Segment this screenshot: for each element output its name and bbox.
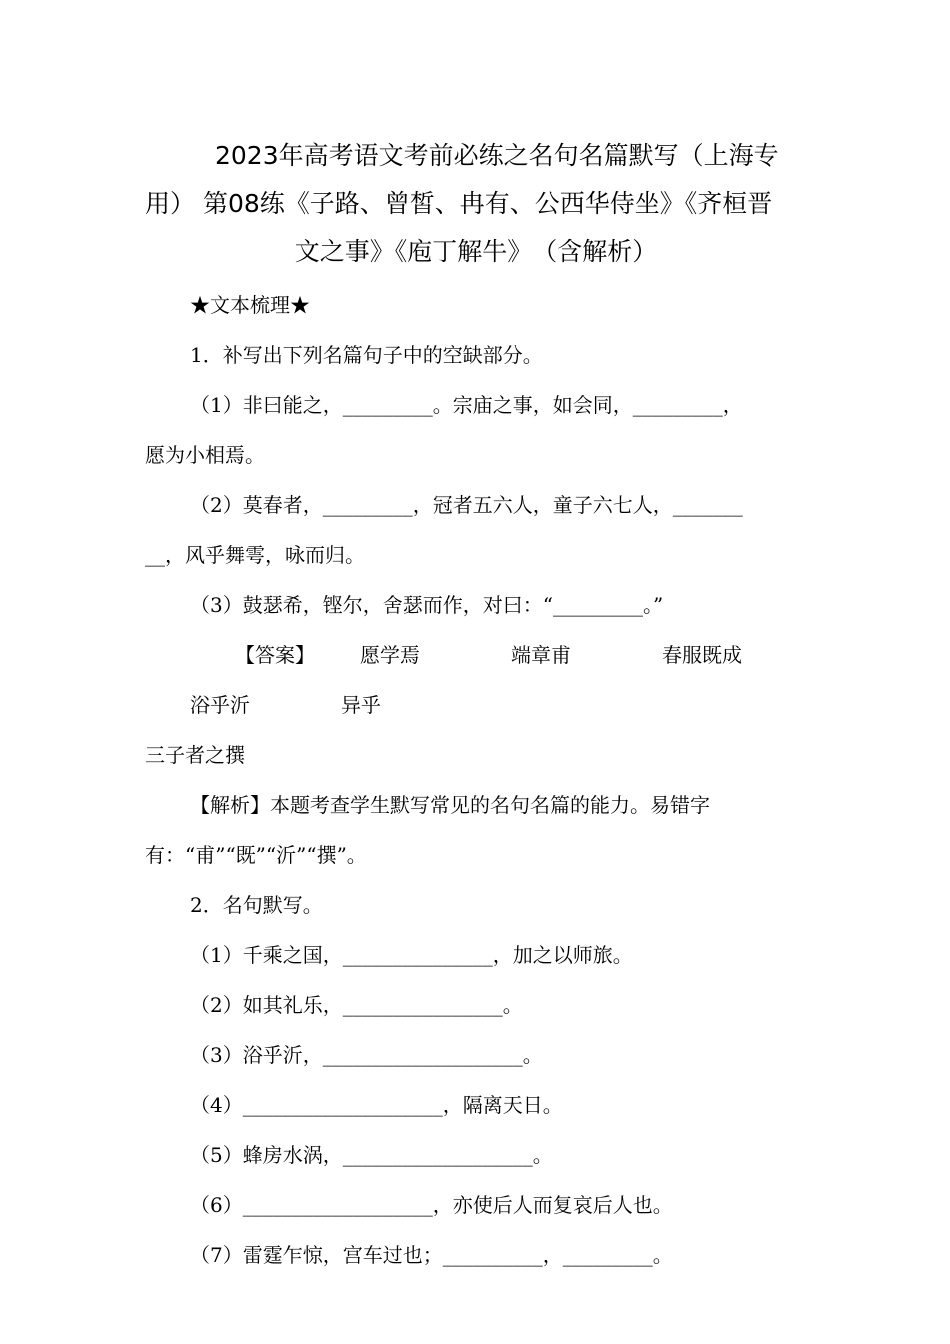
question-2-item: （2）如其礼乐，________________。 — [190, 993, 523, 1017]
question-1-item-1-cont: 愿为小相焉。 — [145, 443, 265, 467]
question-1-item-1: （1）非曰能之，_________。宗庙之事，如会同，_________， — [190, 393, 743, 417]
document-title — [145, 132, 807, 276]
answer-line — [145, 630, 807, 730]
answer-item: 浴乎沂 — [190, 693, 250, 717]
title-line-2: 用） 第08练《子路、曾皙、冉有、公西华侍坐》《齐桓晋 — [145, 189, 773, 218]
title-line-1: 2023年高考语文考前必练之名句名篇默写（上海专 — [215, 141, 779, 170]
answer-label: 【答案】 — [235, 643, 315, 667]
question-2-item: （6）___________________，亦使后人而复哀后人也。 — [190, 1193, 673, 1217]
document-body — [145, 280, 807, 1280]
question-2-item: （7）雷霆乍惊，宫车过也；__________，_________。 — [190, 1243, 673, 1267]
section-heading: ★文本梳理★ — [190, 293, 310, 317]
question-1-item-2: （2）莫春者，_________，冠者五六人，童子六七人，_______ — [190, 493, 743, 517]
question-2-item: （3）浴乎沂，____________________。 — [190, 1043, 543, 1067]
answer-item: 春服既成 — [662, 643, 742, 667]
question-1-stem: 1．补写出下列名篇句子中的空缺部分。 — [190, 343, 543, 367]
question-2-item: （5）蜂房水涡，___________________。 — [190, 1143, 553, 1167]
question-2-item: （4）____________________，隔离天日。 — [190, 1093, 563, 1117]
question-1-item-2-cont: __，风乎舞雩，咏而归。 — [145, 543, 365, 567]
analysis-line: 【解析】本题考查学生默写常见的名句名篇的能力。易错字 — [190, 793, 710, 817]
question-2-stem: 2．名句默写。 — [190, 893, 323, 917]
analysis-line-cont: 有：“甫”“既”“沂”“撰”。 — [145, 843, 367, 867]
question-1-item-3: （3）鼓瑟希，铿尔，舍瑟而作，对曰：“_________。” — [190, 593, 664, 617]
title-line-3: 文之事》《庖丁解牛》 （含解析） — [294, 237, 658, 266]
answer-item: 端章甫 — [511, 643, 571, 667]
answer-item: 异乎 — [341, 693, 381, 717]
answer-item: 愿学焉 — [360, 643, 420, 667]
answer-line-cont: 三子者之撰 — [145, 743, 245, 767]
question-2-item: （1）千乘之国，_______________，加之以师旅。 — [190, 943, 633, 967]
